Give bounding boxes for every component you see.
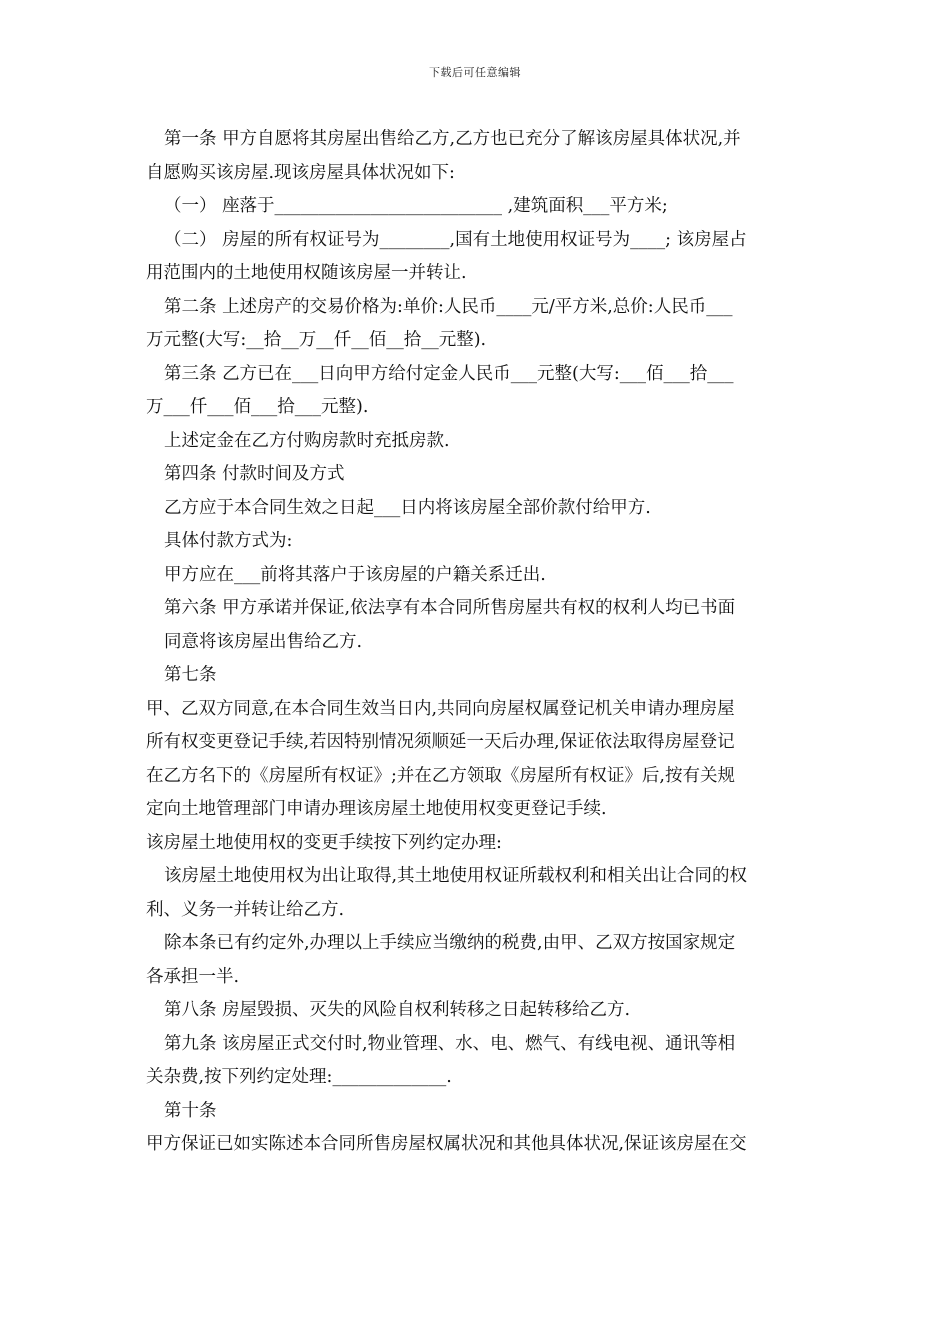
text-line: 具体付款方式为: bbox=[164, 531, 293, 551]
text-line: 除本条已有约定外,办理以上手续应当缴纳的税费,由甲、乙双方按国家规定 bbox=[164, 933, 736, 953]
text-line: 各承担一半. bbox=[146, 966, 240, 987]
text-line: 第十条 bbox=[164, 1100, 217, 1121]
text-line: 所有权变更登记手续,若因特别情况须顺延一天后办理,保证依法取得房屋登记 bbox=[146, 732, 735, 752]
text-line: 该房屋土地使用权为出让取得,其土地使用权证所载权利和相关出让合同的权 bbox=[164, 866, 748, 886]
text-line: 第九条 该房屋正式交付时,物业管理、水、电、燃气、有线电视、通讯等相 bbox=[164, 1033, 736, 1054]
text-line: 万___仟___佰___拾___元整). bbox=[146, 397, 369, 417]
text-line: 甲、乙双方同意,在本合同生效当日内,共同向房屋权属登记机关申请办理房屋 bbox=[146, 698, 735, 719]
text-line: 第二条 上述房产的交易价格为:单价:人民币____元/平方米,总价:人民币___ bbox=[164, 296, 733, 317]
text-line: 第六条 甲方承诺并保证,依法享有本合同所售房屋共有权的权利人均已书面 bbox=[164, 598, 736, 618]
text-line: 甲方保证已如实陈述本合同所售房屋权属状况和其他具体状况,保证该房屋在交 bbox=[146, 1134, 747, 1154]
text-line: 乙方应于本合同生效之日起___日内将该房屋全部价款付给甲方. bbox=[164, 497, 651, 518]
text-line: （二） 房屋的所有权证号为________,国有土地使用权证号为____; 该房屋占 bbox=[164, 229, 747, 250]
text-line: 第一条 甲方自愿将其房屋出售给乙方,乙方也已充分了解该房屋具体状况,并 bbox=[164, 129, 741, 149]
text-line: 关杂费,按下列约定处理:_____________. bbox=[146, 1067, 452, 1087]
text-line: 第四条 付款时间及方式 bbox=[164, 464, 345, 484]
text-line: 甲方应在___前将其落户于该房屋的户籍关系迁出. bbox=[164, 564, 546, 585]
text-line: 第三条 乙方已在___日向甲方给付定金人民币___元整(大写:___佰___拾___ bbox=[164, 363, 734, 384]
text-line: 在乙方名下的《房屋所有权证》;并在乙方领取《房屋所有权证》后,按有关规 bbox=[146, 765, 735, 786]
text-line: 自愿购买该房屋.现该房屋具体状况如下: bbox=[146, 162, 455, 183]
text-line: 第七条 bbox=[164, 665, 217, 685]
text-line: 该房屋土地使用权的变更手续按下列约定办理: bbox=[146, 832, 502, 853]
text-line: 万元整(大写:__拾__万__仟__佰__拾__元整). bbox=[146, 330, 487, 350]
text-line: 上述定金在乙方付购房款时充抵房款. bbox=[164, 430, 450, 451]
page-header: 下载后可任意编辑 bbox=[429, 66, 521, 79]
text-line: 用范围内的土地使用权随该房屋一并转让. bbox=[146, 263, 467, 283]
text-line: 第八条 房屋毁损、灭失的风险自权利转移之日起转移给乙方. bbox=[164, 1000, 631, 1020]
document-body bbox=[146, 123, 808, 1162]
text-line: 定向土地管理部门申请办理该房屋土地使用权变更登记手续. bbox=[146, 799, 607, 819]
text-line: （一） 座落于__________________________ ,建筑面积___平方米; bbox=[164, 196, 668, 216]
text-line: 利、义务一并转让给乙方. bbox=[146, 899, 345, 920]
text-line: 同意将该房屋出售给乙方. bbox=[164, 631, 363, 652]
